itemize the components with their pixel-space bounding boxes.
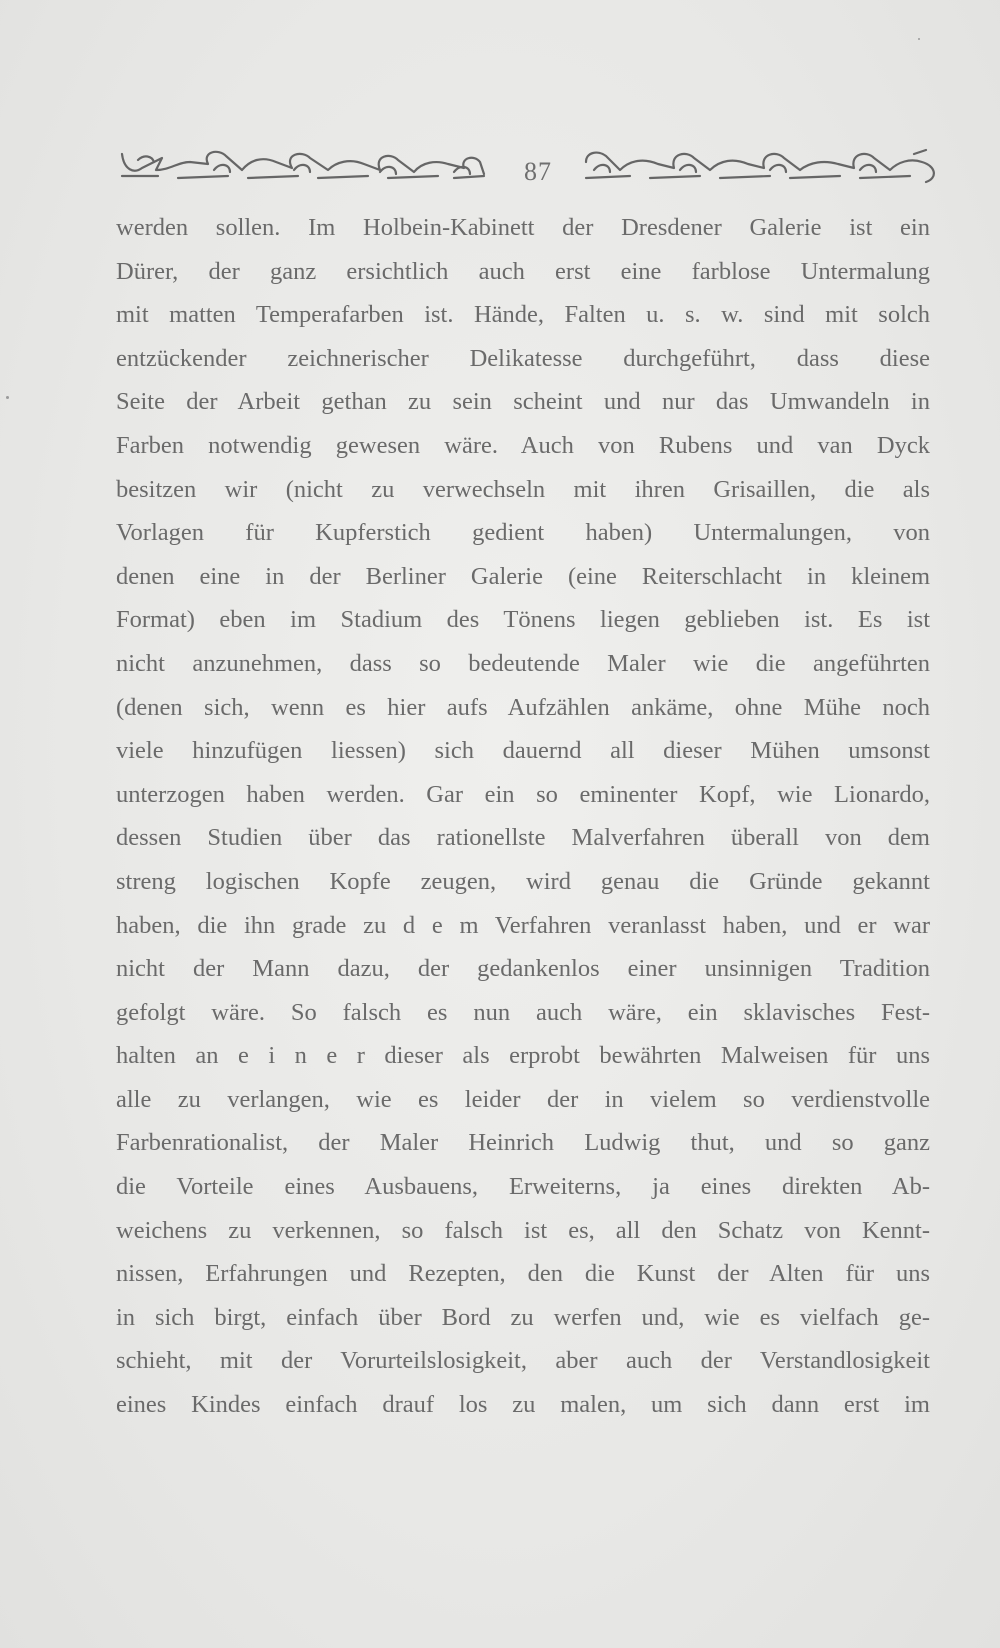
text-line: werden sollen. Im Holbein-Kabinett der Dresdener Galerie ist ein	[116, 214, 930, 241]
text-line: denen eine in der Berliner Galerie (eine Reiterschlacht in kleinem	[116, 562, 930, 590]
text-line: entzückender zeichnerischer Delikatesse durchgeführt, dass diese	[116, 344, 930, 372]
paper-speck	[918, 38, 920, 40]
text-line: besitzen wir (nicht zu verwechseln mit ihren Grisaillen, die als	[116, 475, 930, 503]
left-ornament-icon	[118, 140, 488, 190]
text-line: (denen sich, wenn es hier aufs Aufzählen ankäme, ohne Mühe noch	[116, 693, 930, 721]
text-line: Seite der Arbeit gethan zu sein scheint und nur das Umwandeln in	[116, 388, 930, 416]
text-line: in sich birgt, einfach über Bord zu werfen und, wie es vielfach ge-	[116, 1303, 930, 1331]
text-line: nicht der Mann dazu, der gedankenlos einer unsinnigen Tradition	[116, 955, 930, 983]
text-line: alle zu verlangen, wie es leider der in vielem so verdienstvolle	[116, 1085, 930, 1113]
text-line: mit matten Temperafarben ist. Hände, Falten u. s. w. sind mit solch	[116, 301, 930, 329]
text-line: Farben notwendig gewesen wäre. Auch von Rubens und van Dyck	[116, 431, 930, 459]
text-line: nicht anzunehmen, dass so bedeutende Maler wie die angeführten	[116, 649, 930, 677]
text-line: halten an e i n e r dieser als erprobt bewährten Malweisen für uns	[116, 1042, 930, 1070]
right-ornament-icon	[580, 140, 940, 190]
text-line: schieht, mit der Vorurteilslosigkeit, aber auch der Verstandlosigkeit	[116, 1347, 930, 1375]
text-line: Vorlagen für Kupferstich gedient haben) Untermalungen, von	[116, 519, 930, 547]
text-line: weichens zu verkennen, so falsch ist es, all den Schatz von Kennt-	[116, 1216, 930, 1244]
text-line: eines Kindes einfach drauf los zu malen, um sich dann erst im	[116, 1391, 930, 1419]
text-line: haben, die ihn grade zu d e m Verfahren veranlasst haben, und er war	[116, 911, 930, 939]
text-line: Format) eben im Stadium des Tönens liegen geblieben ist. Es ist	[116, 606, 930, 634]
text-line: nissen, Erfahrungen und Rezepten, den die Kunst der Alten für uns	[116, 1260, 930, 1288]
body-text	[116, 206, 930, 1427]
text-line: unterzogen haben werden. Gar ein so eminenter Kopf, wie Lionardo,	[116, 780, 930, 808]
text-line: die Vorteile eines Ausbauens, Erweiterns, ja eines direkten Ab-	[116, 1173, 930, 1201]
text-line: Dürer, der ganz ersichtlich auch erst eine farblose Untermalung	[116, 257, 930, 285]
text-line: Farbenrationalist, der Maler Heinrich Ludwig thut, und so ganz	[116, 1129, 930, 1157]
text-line: viele hinzufügen liessen) sich dauernd all dieser Mühen umsonst	[116, 737, 930, 765]
text-line: dessen Studien über das rationellste Malverfahren überall von dem	[116, 824, 930, 852]
page-number: 87	[524, 157, 552, 186]
page-header	[118, 140, 940, 190]
text-line: streng logischen Kopfe zeugen, wird genau die Gründe gekannt	[116, 867, 930, 895]
text-line: gefolgt wäre. So falsch es nun auch wäre, ein sklavisches Fest-	[116, 998, 930, 1026]
paper-speck	[6, 396, 9, 399]
